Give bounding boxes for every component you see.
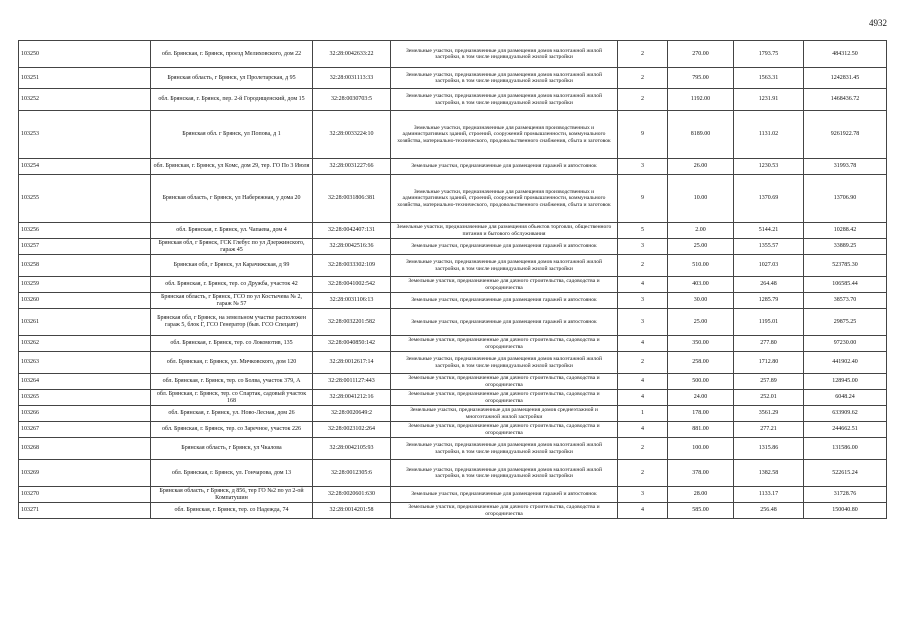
group-code-cell: 5: [618, 223, 668, 239]
table-row: [19, 374, 887, 390]
cadastral-number-cell: 32:28:0031106:13: [313, 293, 391, 309]
row-id-cell: 103263: [19, 352, 151, 374]
cadastral-number-cell: 32:28:0031806:381: [313, 175, 391, 223]
cadastral-value-cell: 10288.42: [804, 223, 887, 239]
address-cell: Брянская обл. г Брянск, ул Попова, д 1: [151, 111, 313, 159]
area-cell: 25.00: [668, 239, 734, 255]
specific-value-cell: 3561.29: [734, 406, 804, 422]
group-code-cell: 2: [618, 352, 668, 374]
specific-value-cell: 1315.86: [734, 438, 804, 460]
cadastral-number-cell: 32:28:0031227:66: [313, 159, 391, 175]
specific-value-cell: 257.89: [734, 374, 804, 390]
cadastral-number-cell: 32:28:0030703:5: [313, 89, 391, 111]
row-id-cell: 103260: [19, 293, 151, 309]
specific-value-cell: 5144.21: [734, 223, 804, 239]
group-code-cell: 9: [618, 175, 668, 223]
land-use-cell: Земельные участки, предназначенные для размещения домов малоэтажной жилой застройки, в том числе индивидуальной жилой застройки: [391, 438, 618, 460]
group-code-cell: 4: [618, 390, 668, 406]
area-cell: 270.00: [668, 41, 734, 68]
row-id-cell: 103270: [19, 487, 151, 503]
table-row: [19, 336, 887, 352]
row-id-cell: 103250: [19, 41, 151, 68]
row-id-cell: 103253: [19, 111, 151, 159]
row-id-cell: 103261: [19, 309, 151, 336]
address-cell: обл. Брянская, г. Брянск, ул Комс, дом 29, тер. ГО По 3 Июля: [151, 159, 313, 175]
table-row: [19, 352, 887, 374]
group-code-cell: 4: [618, 374, 668, 390]
land-use-cell: Земельные участки, предназначенные для размещения домов малоэтажной жилой застройки, в том числе индивидуальной жилой застройки: [391, 89, 618, 111]
page-number: 4932: [869, 18, 887, 28]
specific-value-cell: 1285.79: [734, 293, 804, 309]
address-cell: обл. Брянская, г. Брянск, тер. со Заречное, участок 226: [151, 422, 313, 438]
cadastral-number-cell: 32:28:0023102:264: [313, 422, 391, 438]
cadastral-number-cell: 32:28:0042407:131: [313, 223, 391, 239]
table-row: [19, 406, 887, 422]
area-cell: 24.00: [668, 390, 734, 406]
group-code-cell: 2: [618, 41, 668, 68]
cadastral-value-cell: 31728.76: [804, 487, 887, 503]
land-use-cell: Земельные участки, предназначенные для размещения гаражей и автостоянок: [391, 487, 618, 503]
cadastral-value-cell: 38573.70: [804, 293, 887, 309]
cadastral-value-cell: 484312.50: [804, 41, 887, 68]
table-row: [19, 460, 887, 487]
area-cell: 403.00: [668, 277, 734, 293]
specific-value-cell: 1131.02: [734, 111, 804, 159]
land-use-cell: Земельные участки, предназначенные для дачного строительства, садоводства и огородничества: [391, 422, 618, 438]
row-id-cell: 103259: [19, 277, 151, 293]
area-cell: 25.00: [668, 309, 734, 336]
table-row: [19, 422, 887, 438]
table-row: [19, 223, 887, 239]
address-cell: обл. Брянская, г. Брянск, ул. Мичковского, дом 120: [151, 352, 313, 374]
cadastral-value-cell: 97230.00: [804, 336, 887, 352]
table-row: [19, 239, 887, 255]
group-code-cell: 3: [618, 309, 668, 336]
address-cell: Брянская область, г Брянск, ул Набережная, у дома 20: [151, 175, 313, 223]
area-cell: 1192.00: [668, 89, 734, 111]
cadastral-number-cell: 32:28:0042633:22: [313, 41, 391, 68]
group-code-cell: 3: [618, 293, 668, 309]
cadastral-value-cell: 522615.24: [804, 460, 887, 487]
table-row: [19, 438, 887, 460]
cadastral-number-cell: 32:28:0020649:2: [313, 406, 391, 422]
table-row: [19, 175, 887, 223]
specific-value-cell: 252.01: [734, 390, 804, 406]
specific-value-cell: 1230.53: [734, 159, 804, 175]
group-code-cell: 4: [618, 277, 668, 293]
cadastral-number-cell: 32:28:0040850:142: [313, 336, 391, 352]
address-cell: Брянская область, г Брянск, ул Чкалова: [151, 438, 313, 460]
specific-value-cell: 1231.91: [734, 89, 804, 111]
cadastral-value-cell: 131586.00: [804, 438, 887, 460]
specific-value-cell: 277.21: [734, 422, 804, 438]
area-cell: 2.00: [668, 223, 734, 239]
address-cell: обл. Брянская, г. Брянск, проезд Мелиховского, дом 22: [151, 41, 313, 68]
land-use-cell: Земельные участки, предназначенные для дачного строительства, садоводства и огородничества: [391, 336, 618, 352]
land-use-cell: Земельные участки, предназначенные для размещения гаражей и автостоянок: [391, 239, 618, 255]
cadastral-number-cell: 32:28:0014201:58: [313, 503, 391, 519]
row-id-cell: 103265: [19, 390, 151, 406]
row-id-cell: 103256: [19, 223, 151, 239]
address-cell: обл. Брянская, г. Брянск, тер. со Болва, участок 379, А: [151, 374, 313, 390]
address-cell: Брянская обл, г Брянск, ул Карачижская, д 99: [151, 255, 313, 277]
cadastral-value-cell: 6048.24: [804, 390, 887, 406]
cadastral-number-cell: 32:28:0033224:10: [313, 111, 391, 159]
cadastral-number-cell: 32:28:0042105:93: [313, 438, 391, 460]
cadastral-value-cell: 29875.25: [804, 309, 887, 336]
cadastral-value-cell: 33889.25: [804, 239, 887, 255]
table-row: [19, 41, 887, 68]
address-cell: обл. Брянская, г. Брянск, ул. Ново-Лесная, дом 26: [151, 406, 313, 422]
group-code-cell: 3: [618, 159, 668, 175]
area-cell: 100.00: [668, 438, 734, 460]
cadastral-number-cell: 32:28:0012617:14: [313, 352, 391, 374]
specific-value-cell: 1195.01: [734, 309, 804, 336]
group-code-cell: 2: [618, 68, 668, 89]
row-id-cell: 103268: [19, 438, 151, 460]
land-use-cell: Земельные участки, предназначенные для размещения домов малоэтажной жилой застройки, в том числе индивидуальной жилой застройки: [391, 41, 618, 68]
address-cell: обл. Брянская, г. Брянск, тер. со Надежда, 74: [151, 503, 313, 519]
table-row: [19, 89, 887, 111]
cadastral-value-cell: 128945.00: [804, 374, 887, 390]
group-code-cell: 9: [618, 111, 668, 159]
row-id-cell: 103267: [19, 422, 151, 438]
row-id-cell: 103254: [19, 159, 151, 175]
cadastral-value-cell: 441902.40: [804, 352, 887, 374]
land-use-cell: Земельные участки, предназначенные для размещения объектов торговли, общественного питания и бытового обслуживания: [391, 223, 618, 239]
cadastral-value-cell: 1468436.72: [804, 89, 887, 111]
cadastral-value-cell: 106585.44: [804, 277, 887, 293]
specific-value-cell: 1563.31: [734, 68, 804, 89]
row-id-cell: 103266: [19, 406, 151, 422]
row-id-cell: 103264: [19, 374, 151, 390]
row-id-cell: 103258: [19, 255, 151, 277]
land-use-cell: Земельные участки, предназначенные для размещения гаражей и автостоянок: [391, 309, 618, 336]
cadastral-value-cell: 31993.78: [804, 159, 887, 175]
area-cell: 10.00: [668, 175, 734, 223]
area-cell: 8189.00: [668, 111, 734, 159]
area-cell: 350.00: [668, 336, 734, 352]
table-row: [19, 159, 887, 175]
area-cell: 585.00: [668, 503, 734, 519]
specific-value-cell: 256.48: [734, 503, 804, 519]
land-use-cell: Земельные участки, предназначенные для размещения домов малоэтажной жилой застройки, в том числе индивидуальной жилой застройки: [391, 460, 618, 487]
cadastral-number-cell: 32:28:0041002:542: [313, 277, 391, 293]
table-row: [19, 390, 887, 406]
land-use-cell: Земельные участки, предназначенные для дачного строительства, садоводства и огородничества: [391, 390, 618, 406]
address-cell: обл. Брянская, г. Брянск, тер. со Локомотив, 135: [151, 336, 313, 352]
land-use-cell: Земельные участки, предназначенные для размещения производственных и административных зданий, строений, сооружений промышленности, коммунального хозяйства, материально-технического, продовольственного снабжения, сбыта и заготовок: [391, 175, 618, 223]
row-id-cell: 103252: [19, 89, 151, 111]
table-row: [19, 68, 887, 89]
cadastral-number-cell: 32:28:0041212:16: [313, 390, 391, 406]
specific-value-cell: 1382.58: [734, 460, 804, 487]
cadastral-number-cell: 32:28:0020601:630: [313, 487, 391, 503]
group-code-cell: 2: [618, 460, 668, 487]
group-code-cell: 2: [618, 438, 668, 460]
land-use-cell: Земельные участки, предназначенные для размещения гаражей и автостоянок: [391, 293, 618, 309]
row-id-cell: 103257: [19, 239, 151, 255]
land-use-cell: Земельные участки, предназначенные для дачного строительства, садоводства и огородничества: [391, 277, 618, 293]
row-id-cell: 103251: [19, 68, 151, 89]
area-cell: 795.00: [668, 68, 734, 89]
land-use-cell: Земельные участки, предназначенные для размещения производственных и административных зданий, строений, сооружений промышленности, коммунального хозяйства, материально-технического, продовольственного снабжения, сбыта и заготовок: [391, 111, 618, 159]
group-code-cell: 2: [618, 255, 668, 277]
land-use-cell: Земельные участки, предназначенные для размещения домов среднеэтажной и многоэтажной жилой застройки: [391, 406, 618, 422]
cadastral-number-cell: 32:28:0011127:443: [313, 374, 391, 390]
specific-value-cell: 1355.57: [734, 239, 804, 255]
cadastral-number-cell: 32:28:0033302:109: [313, 255, 391, 277]
area-cell: 178.00: [668, 406, 734, 422]
specific-value-cell: 1370.69: [734, 175, 804, 223]
cadastral-number-cell: 32:28:0012305:6: [313, 460, 391, 487]
address-cell: Брянская область, г Брянск, д 856, тер ГО №2 по ул 2-ой Компатушин: [151, 487, 313, 503]
cadastral-value-cell: 633909.62: [804, 406, 887, 422]
specific-value-cell: 1133.17: [734, 487, 804, 503]
address-cell: Брянская область, г Брянск, ул Пролетарская, д 95: [151, 68, 313, 89]
group-code-cell: 4: [618, 422, 668, 438]
cadastral-number-cell: 32:28:0031113:33: [313, 68, 391, 89]
address-cell: обл. Брянская, г. Брянск, ул. Чапаева, дом 4: [151, 223, 313, 239]
cadastral-number-cell: 32:28:0042516:36: [313, 239, 391, 255]
area-cell: 378.00: [668, 460, 734, 487]
address-cell: обл. Брянская, г. Брянск, тер. со Спартак, садовый участок 168: [151, 390, 313, 406]
group-code-cell: 4: [618, 336, 668, 352]
specific-value-cell: 277.80: [734, 336, 804, 352]
table-row: [19, 111, 887, 159]
cadastral-value-cell: 244662.51: [804, 422, 887, 438]
cadastral-value-cell: 13706.90: [804, 175, 887, 223]
land-use-cell: Земельные участки, предназначенные для размещения гаражей и автостоянок: [391, 159, 618, 175]
cadastral-value-cell: 150040.80: [804, 503, 887, 519]
cadastral-value-cell: 523785.30: [804, 255, 887, 277]
group-code-cell: 3: [618, 239, 668, 255]
table-row: [19, 277, 887, 293]
specific-value-cell: 1793.75: [734, 41, 804, 68]
table-row: [19, 487, 887, 503]
area-cell: 510.00: [668, 255, 734, 277]
address-cell: обл. Брянская, г. Брянск, ул. Гончарова, дом 13: [151, 460, 313, 487]
area-cell: 881.00: [668, 422, 734, 438]
address-cell: Брянская область, г Брянск, ГСО по ул Костычева № 2, гараж № 57: [151, 293, 313, 309]
specific-value-cell: 1712.80: [734, 352, 804, 374]
group-code-cell: 4: [618, 503, 668, 519]
land-use-cell: Земельные участки, предназначенные для дачного строительства, садоводства и огородничества: [391, 374, 618, 390]
row-id-cell: 103271: [19, 503, 151, 519]
address-cell: Брянская обл, г Брянск, на земельном участке расположен гараж 5, блок Г, ГСО Генератор (быв. ГСО Спецавт): [151, 309, 313, 336]
cadastral-value-cell: 1242831.45: [804, 68, 887, 89]
land-use-cell: Земельные участки, предназначенные для размещения домов малоэтажной жилой застройки, в том числе индивидуальной жилой застройки: [391, 352, 618, 374]
land-use-cell: Земельные участки, предназначенные для размещения домов малоэтажной жилой застройки, в том числе индивидуальной жилой застройки: [391, 68, 618, 89]
table-row: [19, 255, 887, 277]
address-cell: Брянская обл, г Брянск, ГСК Глебус по ул Дзержинского, гараж 45: [151, 239, 313, 255]
table-row: [19, 293, 887, 309]
group-code-cell: 1: [618, 406, 668, 422]
group-code-cell: 3: [618, 487, 668, 503]
address-cell: обл. Брянская, г. Брянск, тер. со Дружба, участок 42: [151, 277, 313, 293]
cadastral-value-cell: 9261922.78: [804, 111, 887, 159]
land-use-cell: Земельные участки, предназначенные для размещения домов малоэтажной жилой застройки, в том числе индивидуальной жилой застройки: [391, 255, 618, 277]
row-id-cell: 103255: [19, 175, 151, 223]
area-cell: 500.00: [668, 374, 734, 390]
specific-value-cell: 264.48: [734, 277, 804, 293]
table-row: [19, 309, 887, 336]
area-cell: 26.00: [668, 159, 734, 175]
row-id-cell: 103262: [19, 336, 151, 352]
specific-value-cell: 1027.03: [734, 255, 804, 277]
table-row: [19, 503, 887, 519]
area-cell: 28.00: [668, 487, 734, 503]
group-code-cell: 2: [618, 89, 668, 111]
address-cell: обл. Брянская, г. Брянск, пер. 2-й Городищенский, дом 15: [151, 89, 313, 111]
land-value-table: [18, 40, 887, 519]
row-id-cell: 103269: [19, 460, 151, 487]
land-use-cell: Земельные участки, предназначенные для дачного строительства, садоводства и огородничества: [391, 503, 618, 519]
area-cell: 30.00: [668, 293, 734, 309]
area-cell: 258.00: [668, 352, 734, 374]
cadastral-number-cell: 32:28:0032201:582: [313, 309, 391, 336]
